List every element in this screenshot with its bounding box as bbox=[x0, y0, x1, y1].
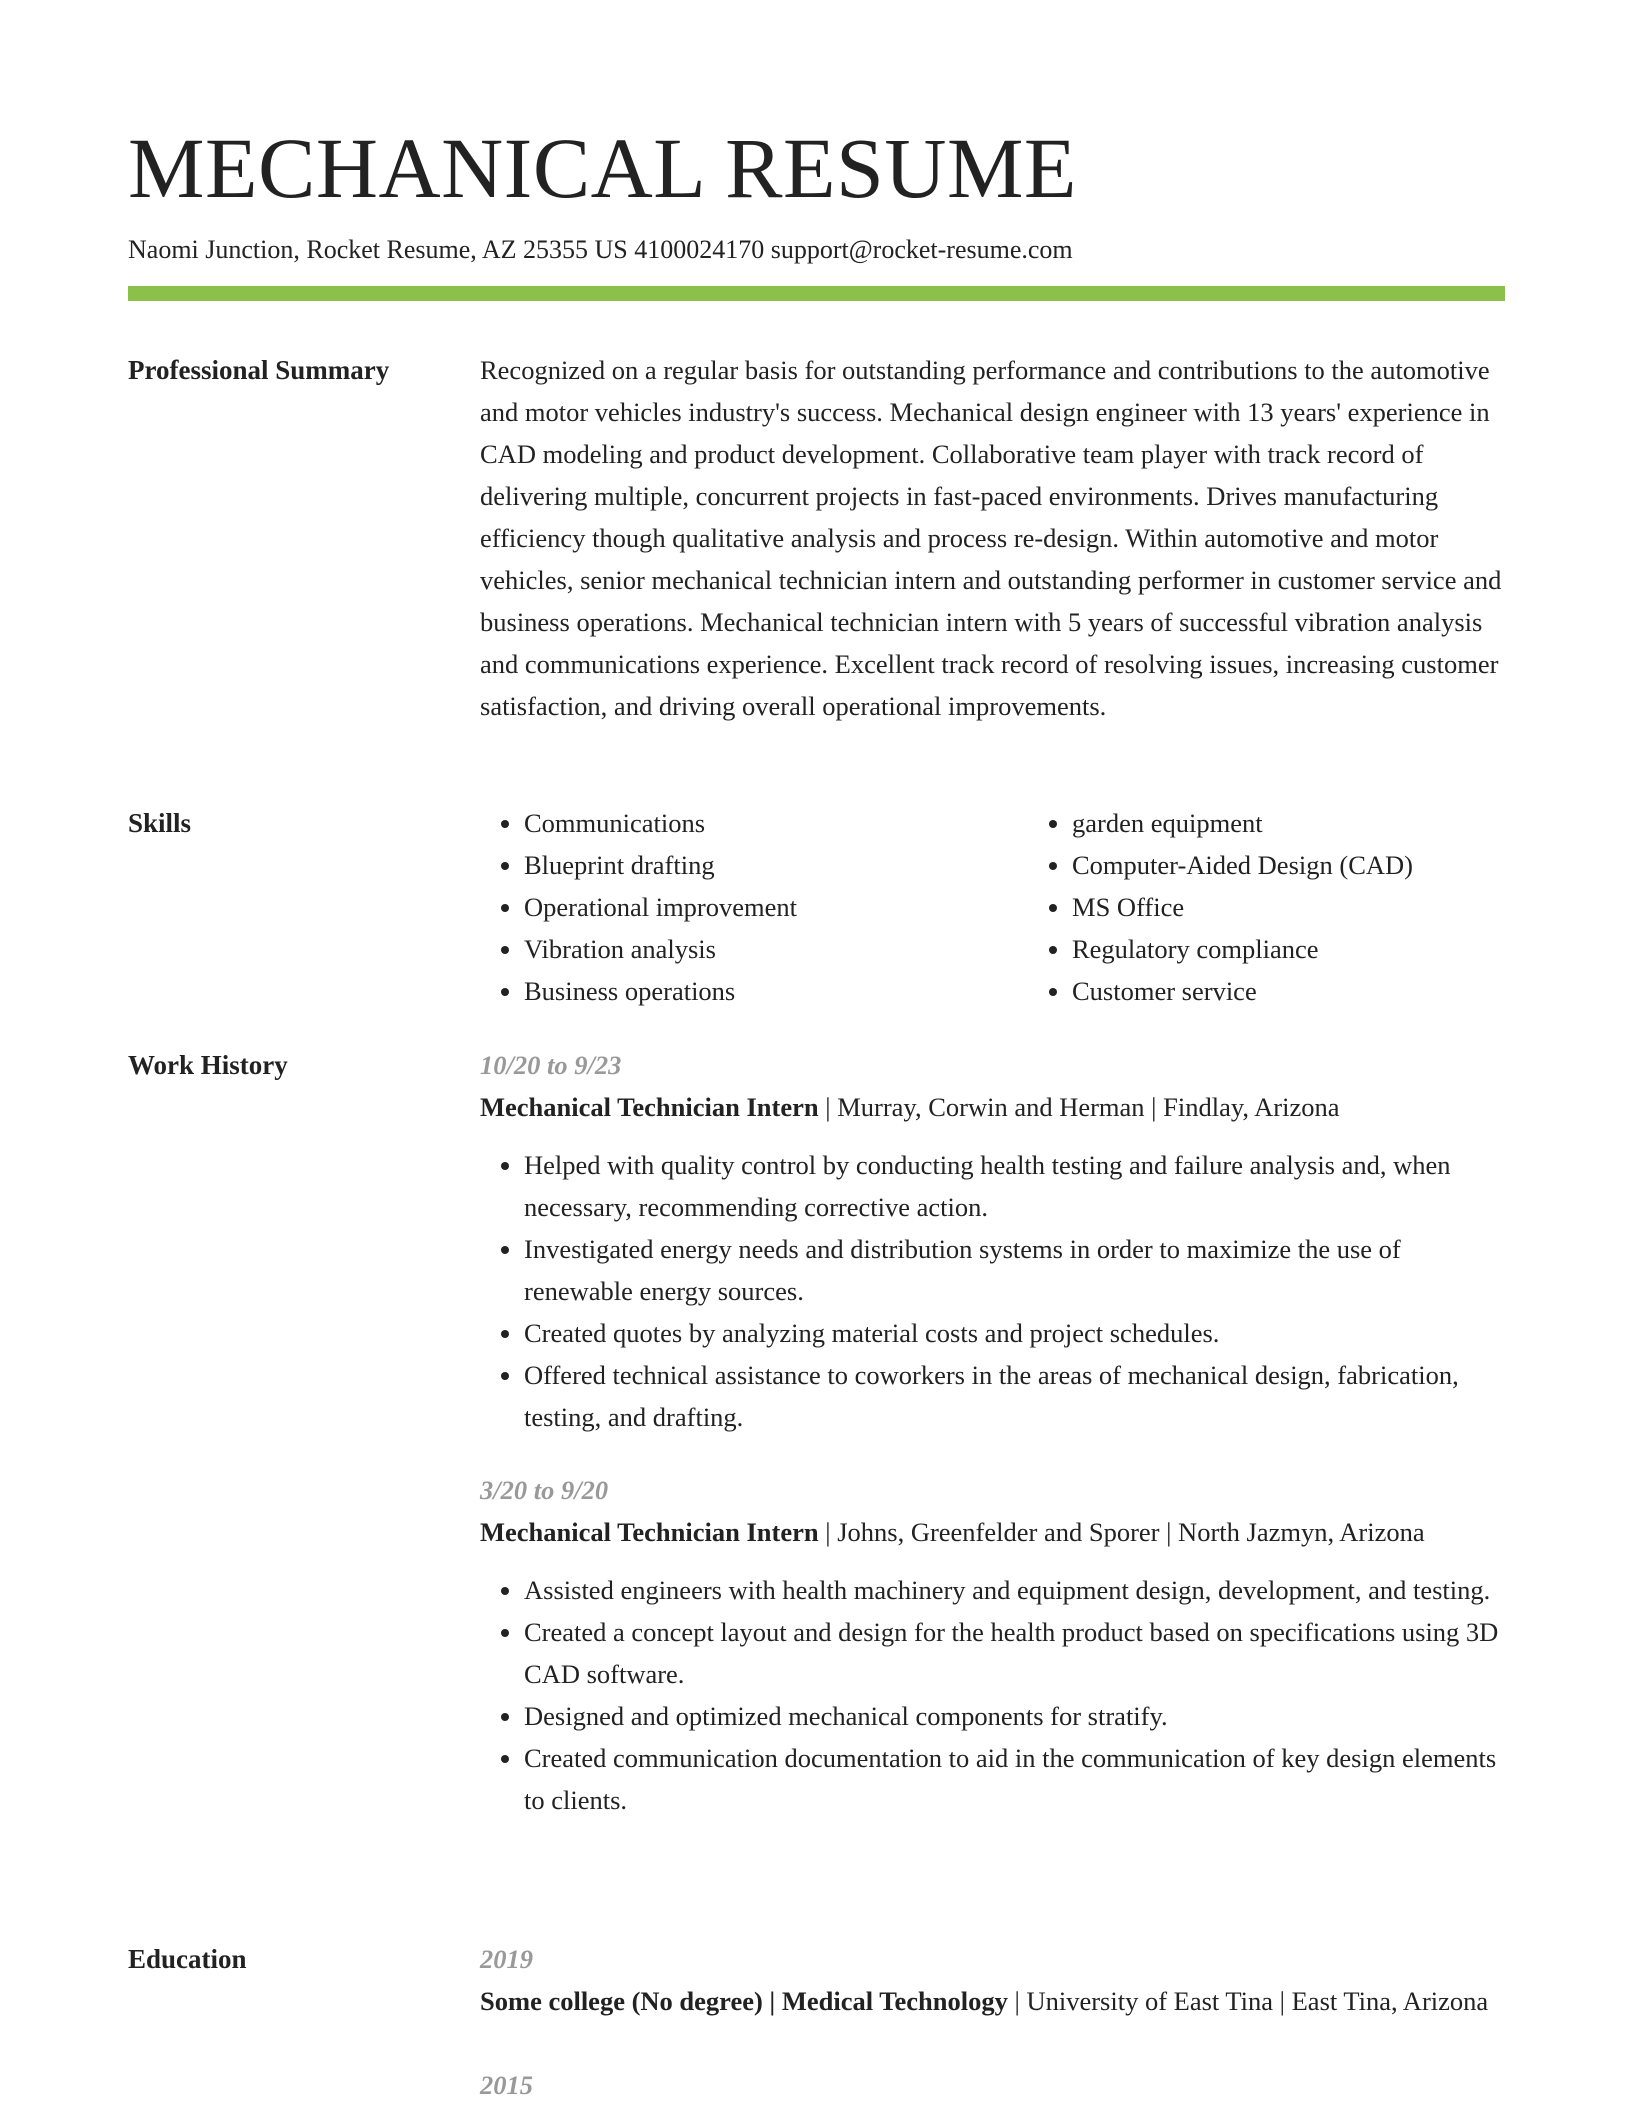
job-bullet: • Designed and optimized mechanical components for stratify. bbox=[524, 1695, 1505, 1737]
education-school-location: | University of East Tina | East Tina, Arizona bbox=[1007, 1986, 1489, 2016]
job-employer-location: | Johns, Greenfelder and Sporer | North Jazmyn, Arizona bbox=[818, 1517, 1425, 1547]
job-title: Mechanical Technician Intern bbox=[480, 1092, 819, 1122]
work-history-section-continued bbox=[480, 1469, 1505, 1821]
job-bullet: • Created quotes by analyzing material costs and project schedules. bbox=[524, 1312, 1505, 1354]
education-entry bbox=[480, 1980, 1505, 2022]
skill-item: • Operational improvement bbox=[524, 886, 1028, 928]
job-employer-location: | Murray, Corwin and Herman | Findlay, Arizona bbox=[818, 1092, 1340, 1122]
skill-item: • Blueprint drafting bbox=[524, 844, 1028, 886]
contact-line: Naomi Junction, Rocket Resume, AZ 25355 US 4100024170 support@rocket-resume.com bbox=[128, 235, 1073, 264]
skill-item: • MS Office bbox=[1072, 886, 1576, 928]
job-entry bbox=[480, 1469, 1505, 1821]
job-entry bbox=[480, 1044, 1505, 1438]
job-bullet: • Investigated energy needs and distribution systems in order to maximize the use of renewable energy sources. bbox=[524, 1228, 1505, 1312]
header-divider bbox=[128, 286, 1505, 301]
work-history-section bbox=[480, 1044, 1505, 1438]
education-heading: Education bbox=[128, 1944, 247, 1974]
job-bullets bbox=[480, 1569, 1505, 1821]
education-year: 2015 bbox=[480, 2070, 533, 2100]
skills-list-left bbox=[480, 802, 1028, 1012]
job-dates: 3/20 to 9/20 bbox=[480, 1475, 609, 1505]
skill-item: • Business operations bbox=[524, 970, 1028, 1012]
summary-section bbox=[480, 349, 1505, 727]
job-bullet: • Created a concept layout and design for the health product based on specifications using 3D CAD software. bbox=[524, 1611, 1505, 1695]
skill-item: • Customer service bbox=[1072, 970, 1576, 1012]
job-bullet: • Offered technical assistance to coworkers in the areas of mechanical design, fabrication, testing, and drafting. bbox=[524, 1354, 1505, 1438]
education-section bbox=[480, 1938, 1505, 2106]
summary-text: Recognized on a regular basis for outstanding performance and contributions to the automotive and motor vehicles industry's success. Mechanical design engineer with 13 years' experience in CAD modeling and product development. Collaborative team player with track record of delivering multiple, concurrent projects in fast-paced environments. Drives manufacturing efficiency though qualitative analysis and process re-design. Within automotive and motor vehicles, senior mechanical technician intern and outstanding performer in customer service and business operations. Mechanical technician intern with 5 years of successful vibration analysis and communications experience. Excellent track record of resolving issues, increasing customer satisfaction, and driving overall operational improvements. bbox=[480, 355, 1502, 721]
job-dates: 10/20 to 9/23 bbox=[480, 1050, 622, 1080]
resume-title: MECHANICAL RESUME bbox=[128, 120, 1077, 216]
job-bullet: • Helped with quality control by conducting health testing and failure analysis and, when necessary, recommending corrective action. bbox=[524, 1144, 1505, 1228]
skill-item: • Vibration analysis bbox=[524, 928, 1028, 970]
skill-item: • Regulatory compliance bbox=[1072, 928, 1576, 970]
education-year: 2019 bbox=[480, 1944, 533, 1974]
job-bullets bbox=[480, 1144, 1505, 1438]
skills-heading: Skills bbox=[128, 808, 192, 838]
summary-heading: Professional Summary bbox=[128, 355, 390, 385]
skill-item: • garden equipment bbox=[1072, 802, 1576, 844]
skills-list-right bbox=[1028, 802, 1576, 1012]
skills-section bbox=[480, 802, 1505, 1012]
education-degree: Some college (No degree) | Medical Technology bbox=[480, 1986, 1008, 2016]
resume-page bbox=[128, 0, 1505, 2112]
work-history-heading: Work History bbox=[128, 1050, 288, 1080]
job-heading bbox=[480, 1511, 1505, 1553]
job-bullet: • Created communication documentation to aid in the communication of key design elements to clients. bbox=[524, 1737, 1505, 1821]
job-title: Mechanical Technician Intern bbox=[480, 1517, 819, 1547]
job-bullet: • Assisted engineers with health machinery and equipment design, development, and testing. bbox=[524, 1569, 1505, 1611]
skill-item: • Computer-Aided Design (CAD) bbox=[1072, 844, 1576, 886]
skill-item: • Communications bbox=[524, 802, 1028, 844]
job-heading bbox=[480, 1086, 1505, 1128]
